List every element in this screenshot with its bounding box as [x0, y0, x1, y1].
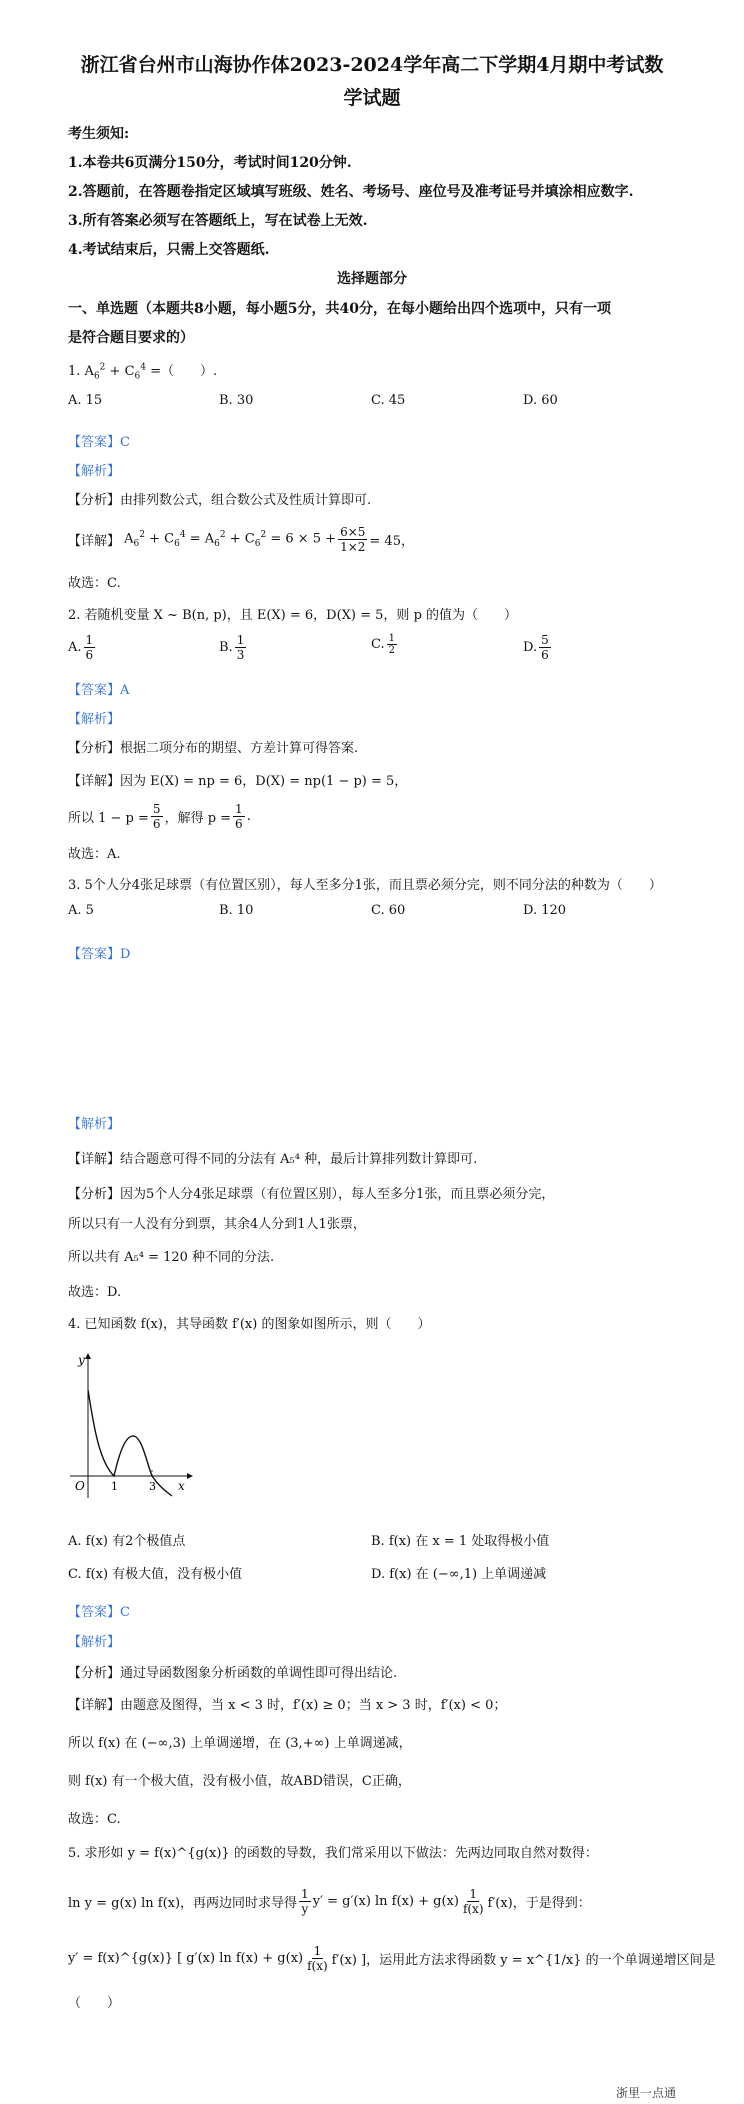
notice-item-4: 4.考试结束后，只需上交答题纸. — [68, 242, 270, 258]
graph-origin-label: O — [75, 1479, 85, 1493]
q3-option-a: A. 5 — [68, 903, 94, 918]
q4-jiexi: 【解析】 — [68, 1635, 121, 1650]
q5-line2-a: y′ = f(x)^{g(x)} [ g′(x) ln f(x) + g(x) — [68, 1951, 304, 1966]
q2-suoyi-frac1: $\frac{5}{6}$ — [152, 802, 161, 831]
q5-line1-a: ln y = g(x) ln f(x)，再两边同时求导得 — [68, 1896, 298, 1911]
q4-line1: 所以 f(x) 在 (−∞,3) 上单调递增，在 (3,+∞) 上单调递减， — [68, 1736, 412, 1751]
q5-stem: 5. 求形如 y = f(x)^{g(x)} 的函数的导数，我们常采用以下做法：先两边同取自然对数得： — [68, 1846, 598, 1861]
q2-option-a-frac: $\frac{1}{6}$ — [85, 633, 94, 662]
derivative-curve — [88, 1390, 172, 1496]
q1-xiangjie-prefix: 【详解】 — [68, 534, 121, 549]
q4-option-c: C. f(x) 有极大值，没有极小值 — [68, 1567, 243, 1582]
q3-line2: 所以共有 A₅⁴ = 120 种不同的分法. — [68, 1250, 275, 1265]
page-title-line1: 浙江省台州市山海协作体2023-2024学年高二下学期4月期中考试数 — [80, 54, 664, 76]
q2-stem: 2. 若随机变量 X ~ B(n, p)，且 E(X) = 6，D(X) = 5，则 p 的值为（ ） — [68, 608, 518, 623]
q3-xiangjie: 【详解】结合题意可得不同的分法有 A₅⁴ 种，最后计算排列数计算即可. — [68, 1152, 478, 1167]
q1-number: 1. — [68, 364, 81, 379]
graph-tick-3: 3 — [149, 1480, 156, 1493]
q2-suoyi-frac2: $\frac{1}{6}$ — [235, 802, 243, 831]
q1-stem — [68, 360, 217, 382]
part1-line2: 是符合题目要求的） — [68, 330, 194, 346]
q2-suoyi-mid: ，解得 p = — [164, 811, 232, 826]
q2-suoyi-prefix: 所以 1 − p = — [68, 811, 149, 826]
q2-option-b-frac: $\frac{1}{3}$ — [236, 633, 245, 662]
q2-suoyi: 所以 1 − p = $\frac{5}{6}$ ，解得 p = $\frac{1}{6}$ . — [68, 802, 251, 831]
q5-line1-frac2: $\frac{1}{f(x)}$ — [462, 1887, 484, 1916]
q2-fenxi: 【分析】根据二项分布的期望、方差计算可得答案. — [68, 741, 359, 756]
q2-jiexi: 【解析】 — [68, 712, 121, 727]
q3-fenxi: 【分析】因为5个人分4张足球票（有位置区别），每人至多分1张，而且票必须分完， — [68, 1187, 555, 1202]
q5-line2 — [68, 1944, 716, 1973]
q3-option-d: D. 120 — [523, 903, 567, 918]
q4-option-b: B. f(x) 在 x = 1 处取得极小值 — [371, 1534, 550, 1549]
q1-option-c: C. 45 — [371, 393, 406, 408]
q4-option-d: D. f(x) 在 (−∞,1) 上单调递减 — [371, 1567, 547, 1582]
q1-suffix: =（ ）. — [150, 364, 218, 379]
q2-option-d-frac: $\frac{5}{6}$ — [541, 633, 549, 662]
q2-option-d — [523, 633, 553, 662]
notice-item-2: 2.答题前，在答题卷指定区域填写班级、姓名、考场号、座位号及准考证号并填涂相应数字. — [68, 184, 634, 200]
q2-option-a-label: A. — [68, 640, 82, 655]
q1-option-b: B. 30 — [219, 393, 254, 408]
q5-line1-c: f′(x)，于是得到： — [487, 1896, 591, 1911]
q1-xiangjie — [68, 525, 414, 554]
q1-fenxi: 【分析】由排列数公式，组合数公式及性质计算即可. — [68, 493, 372, 508]
notice-item-1: 1.本卷共6页满分150分，考试时间120分钟. — [68, 155, 352, 171]
q2-option-a — [68, 633, 97, 662]
q2-option-c-label: C. — [371, 637, 385, 652]
footer-brand: 浙里一点通 — [616, 2086, 677, 2100]
q5-line2-frac: $\frac{1}{f(x)}$ — [307, 1944, 328, 1973]
part1-line1: 一、单选题（本题共8小题，每小题5分，共40分，在每小题给出四个选项中，只有一项 — [68, 301, 611, 317]
q1-fraction: $\frac{6\times 5}{1\times 2}$ — [340, 525, 366, 554]
q4-fenxi: 【分析】通过导函数图象分析函数的单调性即可得出结论. — [68, 1666, 398, 1681]
q5-line1-b: y′ = g′(x) ln f(x) + g(x) — [312, 1894, 459, 1909]
q2-answer: 【答案】A — [68, 683, 130, 698]
notice-item-3: 3.所有答案必须写在答题纸上，写在试卷上无效. — [68, 213, 368, 229]
derivative-graph — [68, 1350, 198, 1500]
q5-line1 — [68, 1887, 591, 1916]
q5-line1-frac1: $\frac{1}{y}$ — [301, 1887, 309, 1916]
q4-answer: 【答案】C — [68, 1605, 130, 1620]
q5-line3: （ ） — [68, 1996, 121, 2011]
q3-guxuan: 故选：D. — [68, 1285, 122, 1300]
q2-option-d-label: D. — [523, 640, 538, 655]
graph-x-label: x — [178, 1479, 185, 1493]
notice-heading: 考生须知: — [68, 126, 130, 142]
q3-line1: 所以只有一人没有分到票，其余4人分到1人1张票， — [68, 1217, 366, 1232]
q5-line2-b: f′(x) ]，运用此方法求得函数 y = x^{1/x} 的一个单调递增区间是 — [331, 1953, 716, 1968]
q3-option-b: B. 10 — [219, 903, 254, 918]
q2-guxuan: 故选：A. — [68, 847, 121, 862]
q1-xiangjie-result: = 45， — [369, 534, 414, 549]
q3-option-c: C. 60 — [371, 903, 406, 918]
graph-y-label: y — [78, 1353, 85, 1367]
q4-line2: 则 f(x) 有一个极大值，没有极小值，故ABD错误，C正确， — [68, 1774, 411, 1789]
section-title: 选择题部分 — [337, 271, 407, 287]
q1-option-d: D. 60 — [523, 393, 558, 408]
q2-option-c-frac: $\frac{1}{2}$ — [388, 633, 395, 656]
q1-jiexi: 【解析】 — [68, 464, 121, 479]
q4-option-a: A. f(x) 有2个极值点 — [68, 1534, 186, 1549]
page-title-line2: 学试题 — [343, 87, 401, 109]
q3-answer: 【答案】D — [68, 947, 131, 962]
q1-answer: 【答案】C — [68, 435, 130, 450]
q4-stem: 4. 已知函数 f(x)，其导函数 f′(x) 的图象如图所示，则（ ） — [68, 1317, 431, 1332]
q2-xiangjie: 【详解】因为 E(X) = np = 6，D(X) = np(1 − p) = 5， — [68, 774, 408, 789]
q2-option-c — [371, 633, 399, 656]
q2-option-b — [219, 633, 248, 662]
q1-expression: $A_6^2 + C_6^4$ — [84, 362, 146, 382]
q1-xiangjie-expr: $A_6^2 + C_6^4 = A_6^2 + C_6^2 = 6 \times 5$ + — [120, 530, 337, 549]
q3-jiexi: 【解析】 — [68, 1117, 121, 1132]
q1-guxuan: 故选：C. — [68, 576, 121, 591]
q3-stem: 3. 5个人分4张足球票（有位置区别），每人至多分1张，而且票必须分完，则不同分法的种数为（ ） — [68, 878, 662, 893]
q1-option-a: A. 15 — [68, 393, 103, 408]
q4-xiangjie: 【详解】由题意及图得，当 x < 3 时，f′(x) ≥ 0；当 x > 3 时，f′(x) < 0； — [68, 1698, 507, 1713]
q4-guxuan: 故选：C. — [68, 1812, 121, 1827]
graph-tick-1: 1 — [111, 1480, 118, 1493]
q2-option-b-label: B. — [219, 640, 233, 655]
